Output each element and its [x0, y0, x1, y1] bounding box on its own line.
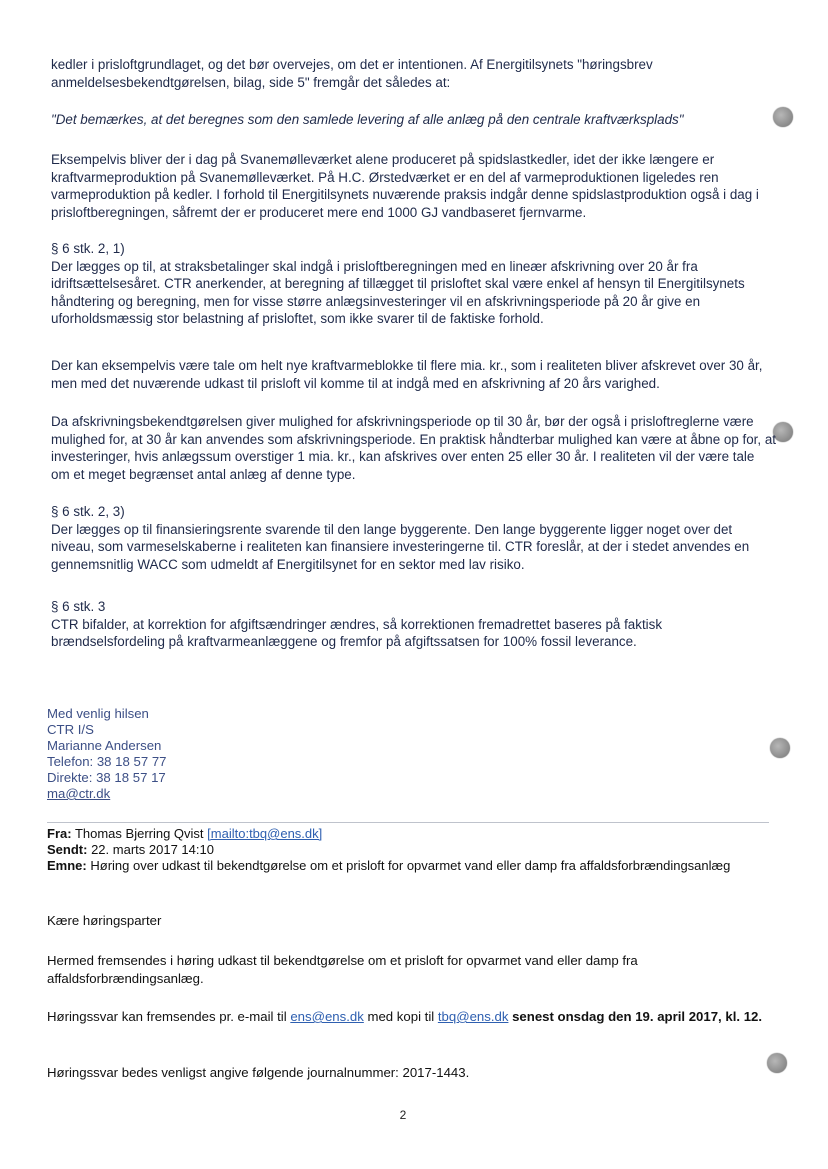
signature-email-link[interactable]: ma@ctr.dk: [47, 786, 111, 801]
section-heading: § 6 stk. 3: [51, 599, 106, 614]
paragraph-svanemolle: Eksempelvis bliver der i dag på Svanemølleværket alene produceret på spidslastkedler, idet der ikke længere er kraftvarmeproduktion på Svanemølleværket. På H.C. Ørstedværket er en del af varmeproduktionen ligeledes ren varmeproduktion på kedler. I forhold til Energitilsynets nuværende praksis indgår denne spidslastproduktion også i dag i prisloftberegningen, såfremt der er produceret mere end 1000 GJ vandbaseret fjernvarme.: [51, 152, 759, 220]
from-value: Thomas Bjerring Qvist: [74, 826, 204, 841]
page-number: 2: [399, 1108, 407, 1122]
intro-line-2: anmeldelsesbekendtgørelsen, bilag, side 5" fremgår det således at:: [51, 74, 451, 90]
section-6-2-1: [51, 240, 776, 328]
email-separator: [47, 822, 769, 823]
section-text: Der lægges op til, at straksbetalinger skal indgå i prisloftberegningen med en lineær afskrivning over 20 år fra idriftsættelsesåret. CTR anerkender, at beregning af tillægget til prisloftet skal være enkel af hensyn til Energitilsynets håndtering og beregning, men for visse større anlægsinvesteringer vil en afskrivningsperiode på 20 år give en uforholdsmæssig stor belastning af prisloftet, som ikke svarer til de faktiske forhold.: [51, 258, 745, 327]
quote: "Det bemærkes, at det beregnes som den samlede levering af alle anlæg på den centrale kraftværksplads": [51, 112, 684, 127]
section-heading: § 6 stk. 2, 3): [51, 504, 125, 519]
signature-name: Marianne Andersen: [47, 738, 162, 753]
subject-line: [47, 858, 772, 874]
tbq-email-link[interactable]: tbq@ens.dk: [437, 1009, 509, 1024]
deadline-text: senest onsdag den 19. april 2017, kl. 12.: [508, 1009, 763, 1024]
sent-line: [47, 842, 772, 858]
ens-email-link[interactable]: ens@ens.dk: [290, 1009, 364, 1024]
p2-text-a: Høringssvar kan fremsendes pr. e-mail til: [47, 1009, 291, 1024]
from-mailto-link[interactable]: [mailto:tbq@ens.dk]: [207, 826, 323, 841]
section-6-3: [51, 598, 776, 651]
email-paragraph-1: Hermed fremsendes i høring udkast til bekendtgørelse om et prisloft for opvarmet vand eller damp fra affaldsforbrændingsanlæg.: [47, 953, 638, 986]
signature-block: [47, 706, 167, 802]
from-line: [47, 826, 772, 842]
sent-label: Sendt:: [47, 842, 88, 857]
section-6-2-3: [51, 503, 776, 573]
paragraph-afskrivning: Da afskrivningsbekendtgørelsen giver mulighed for afskrivningsperiode op til 30 år, bør der også i prisloftreglerne være mulighed for, at 30 år kan anvendes som afskrivningsperiode. En praktisk håndterbar mulighed kan være at åbne op for, at investeringer, hvis anlægssum overstiger 1 mia. kr., kan afskrives over enten 25 eller 30 år. I realiteten vil der være tale om et meget begrænset antal anlæg af denne type.: [51, 414, 777, 482]
section-text: Der lægges op til finansieringsrente svarende til den lange byggerente. Den lange byggerente ligger noget over det niveau, som varmeselskaberne i realiteten kan finansiere investeringerne til. CTR foreslår, at der i stedet anvendes en gennemsnitlig WACC som udmeldt af Energitilsynet for en sektor med lav risiko.: [51, 521, 750, 572]
intro-paragraph: [51, 56, 776, 91]
subject-value: Høring over udkast til bekendtgørelse om et prisloft for opvarmet vand eller damp fra affaldsforbrændingsanlæg: [90, 858, 731, 873]
email-header: [47, 826, 772, 874]
signature-org: CTR I/S: [47, 722, 94, 737]
p2-text-b: med kopi til: [363, 1009, 438, 1024]
email-salutation: Kære høringsparter: [47, 913, 162, 928]
signature-phone: Telefon: 38 18 57 77: [47, 754, 167, 769]
sent-value: 22. marts 2017 14:10: [91, 842, 214, 857]
subject-label: Emne:: [47, 858, 87, 873]
section-heading: § 6 stk. 2, 1): [51, 241, 125, 256]
section-text: CTR bifalder, at korrektion for afgiftsændringer ændres, så korrektionen fremadrettet baseres på faktisk brændselsfordeling på kraftvarmeanlæggene og fremfor på afgiftssatsen for 100% fossil leverance.: [51, 616, 663, 650]
intro-line-1: kedler i prisloftgrundlaget, og det bør overvejes, om det er intentionen. Af Energitilsynets "høringsbrev: [51, 57, 653, 72]
email-paragraph-2: [47, 1008, 772, 1026]
from-label: Fra:: [47, 826, 72, 841]
email-paragraph-3: Høringssvar bedes venligst angive følgende journalnummer: 2017-1443.: [47, 1065, 470, 1080]
signature-direct: Direkte: 38 18 57 17: [47, 770, 166, 785]
signature-greeting: Med venlig hilsen: [47, 706, 149, 721]
paragraph-kraftvarme: Der kan eksempelvis være tale om helt nye kraftvarmeblokke til flere mia. kr., som i realiteten bliver afskrevet over 30 år, men med det nuværende udkast til prisloft vil komme til at indgå med en afskrivning af 20 års varighed.: [51, 358, 763, 391]
punch-hole-1: [773, 107, 793, 127]
punch-hole-3: [770, 738, 790, 758]
